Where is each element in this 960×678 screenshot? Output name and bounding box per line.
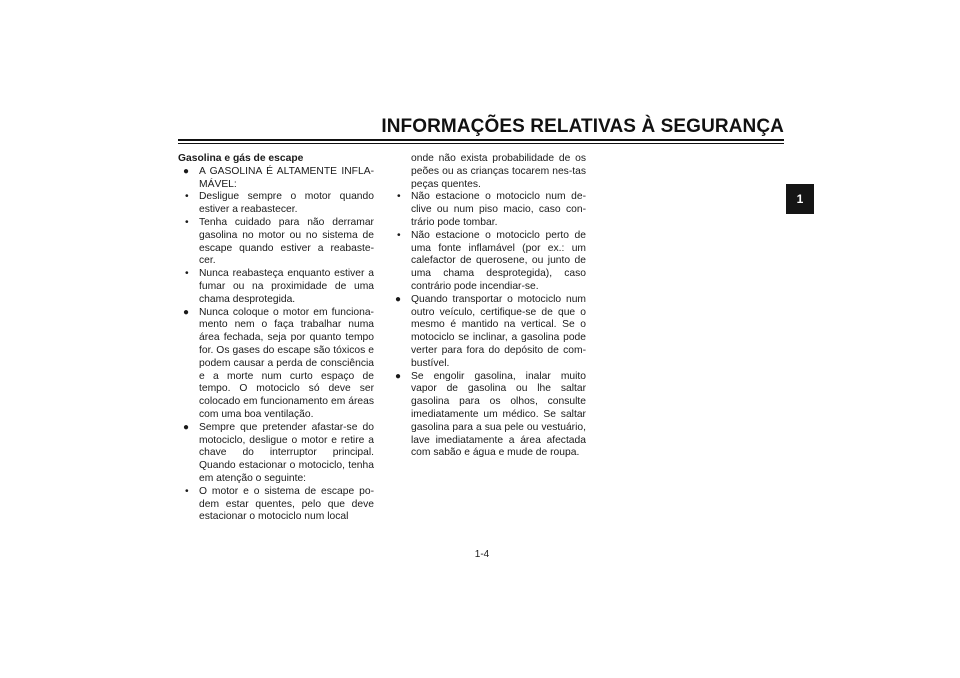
sub-list-item: • Nunca reabasteça enquanto estiver a fumar ou na proximidade de uma chama desprotegida.: [185, 268, 374, 305]
page-title: INFORMAÇÕES RELATIVAS À SEGURANÇA: [381, 116, 784, 137]
section-heading: Gasolina e gás de escape: [178, 153, 304, 164]
sub-list-item: • O motor e o sistema de escape po-dem estar quentes, pelo que deve estacionar o motociclo num local: [185, 485, 374, 523]
column-right: [390, 153, 586, 460]
list-item: ● Se engolir gasolina, inalar muito vapor de gasolina ou lhe saltar gasolina para os olhos, consulte imediatamente um médico. Se saltar gasolina para a sua pele ou vestuário, lave imediatamente a área afectada com sabão e água e mude de roupa.: [395, 370, 586, 459]
column-left: [178, 153, 374, 524]
list-item: ● A GASOLINA É ALTAMENTE INFLA-MÁVEL:: [183, 165, 374, 190]
bullet-icon: ●: [183, 165, 190, 177]
header-rule-thin: [178, 143, 784, 144]
sub-list-continuation: onde não exista probabilidade de os peões ou as crianças tocarem nes-tas peças quentes.: [411, 153, 586, 190]
bullet-icon: ●: [395, 293, 402, 305]
list-item: ● Nunca coloque o motor em funciona-mento nem o faça trabalhar numa área fechada, seja por quanto tempo for. Os gases do escape são tóxicos e podem causar a perda de consciência e a morte num curto espaço de tempo. O motociclo só deve ser colocado em funcionamento em áreas com uma boa ventilação.: [183, 306, 374, 420]
dot-icon: •: [185, 485, 189, 497]
dot-icon: •: [397, 229, 401, 241]
list-item: ● Quando transportar o motociclo num outro veículo, certifique-se de que o mesmo é mantido na vertical. Se o motociclo se inclinar, a gasolina pode verter para fora do depósito de com-bustível.: [395, 293, 586, 369]
page-number: 1-4: [474, 549, 490, 560]
header-rule: [178, 139, 784, 141]
chapter-tab[interactable]: 1: [786, 184, 814, 214]
dot-icon: •: [185, 216, 189, 228]
sub-list-item: • Desligue sempre o motor quando estiver a reabastecer.: [185, 191, 374, 216]
dot-icon: •: [185, 191, 189, 203]
list-item: ● Sempre que pretender afastar-se do motociclo, desligue o motor e retire a chave do interruptor principal. Quando estacionar o motociclo, tenha em atenção o seguinte:: [183, 421, 374, 484]
bullet-icon: ●: [395, 370, 402, 382]
page-header: [382, 115, 784, 139]
dot-icon: •: [185, 268, 189, 280]
dot-icon: •: [397, 191, 401, 203]
sub-list-item: • Não estacione o motociclo num de-clive ou num piso macio, caso con-trário pode tombar.: [397, 191, 586, 228]
sub-list-item: • Tenha cuidado para não derramar gasolina no motor ou no sistema de escape quando estiver a reabaste-cer.: [185, 216, 374, 267]
bullet-icon: ●: [183, 306, 190, 318]
bullet-icon: ●: [183, 421, 190, 433]
sub-list-item: • Não estacione o motociclo perto de uma fonte inflamável (por ex.: um calefactor de querosene, ou junto de uma chama desprotegida), caso contrário pode incendiar-se.: [397, 229, 586, 292]
